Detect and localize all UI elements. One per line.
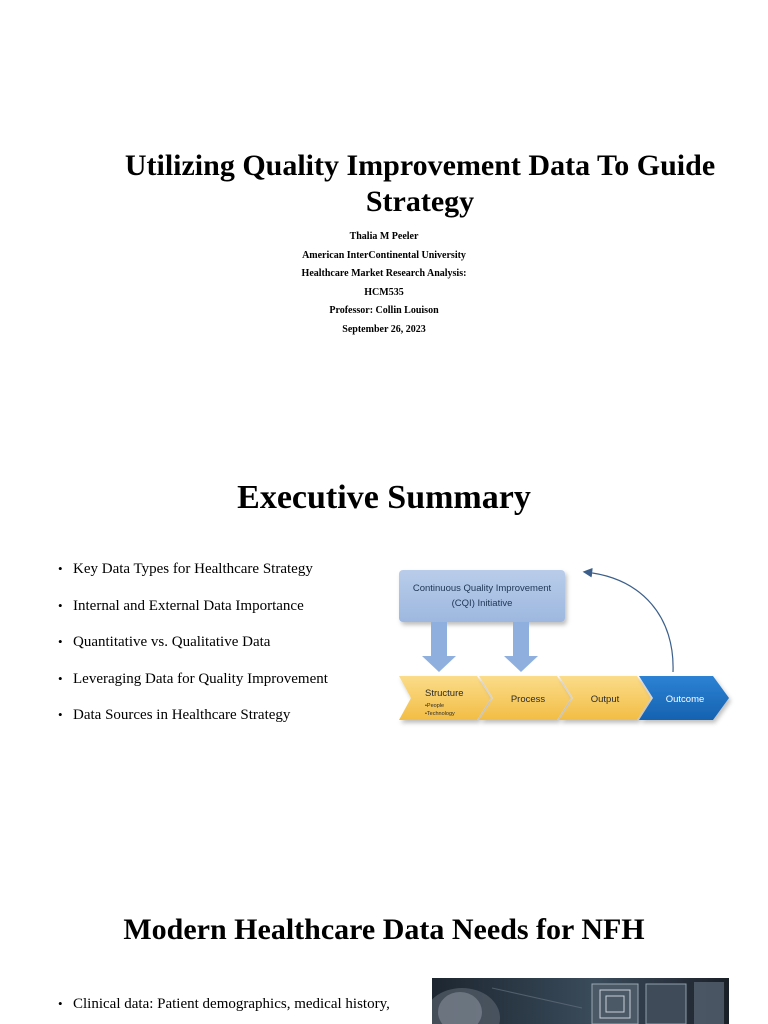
presentation-date: September 26, 2023	[342, 323, 426, 335]
outcome-label: Outcome	[665, 694, 705, 705]
slide-title: Modern Healthcare Data Needs for NFH	[123, 913, 645, 946]
presentation-title: Utilizing Quality Improvement Data To Guide Strategy	[124, 149, 716, 218]
cqi-label-line2: (CQI) Initiative	[451, 598, 513, 609]
healthcare-technology-photo	[432, 978, 729, 1024]
output-label: Output	[590, 694, 620, 705]
bullet-icon: •	[58, 707, 63, 722]
list-item: • Internal and External Data Importance	[58, 597, 304, 614]
university-name: American InterContinental University	[302, 249, 466, 261]
process-label: Process	[510, 694, 546, 705]
course-code: HCM535	[364, 286, 404, 298]
down-arrow-to-process-icon	[504, 622, 538, 672]
bullet-icon: •	[58, 597, 63, 613]
structure-sub-technology: •Technology	[425, 711, 455, 717]
slide-title: Executive Summary	[237, 479, 531, 516]
list-item: • Key Data Types for Healthcare Strategy	[58, 561, 313, 577]
executive-summary-slide	[0, 430, 768, 850]
list-item: • Data Sources in Healthcare Strategy	[58, 707, 291, 723]
bullet-icon: •	[58, 561, 63, 576]
bullet-icon: •	[58, 634, 63, 649]
course-title: Healthcare Market Research Analysis:	[301, 268, 467, 279]
cqi-diagram	[393, 558, 738, 743]
healthcare-data-needs-slide	[0, 850, 768, 1024]
down-arrow-to-structure-icon	[422, 622, 456, 672]
structure-sub-people: •People	[425, 703, 445, 709]
cqi-initiative-box	[399, 570, 565, 622]
summary-bullet-list	[58, 560, 328, 743]
title-meta	[284, 228, 484, 339]
photo-art	[432, 978, 729, 1024]
bullet-icon: •	[58, 670, 63, 686]
cqi-label-line1: Continuous Quality Improvement	[412, 583, 552, 594]
list-item: • Quantitative vs. Qualitative Data	[58, 634, 271, 650]
author-name: Thalia M Peeler	[349, 231, 419, 242]
title-slide	[0, 0, 768, 430]
list-item: • Leveraging Data for Quality Improvement	[58, 670, 328, 687]
professor-name: Professor: Collin Louison	[329, 305, 439, 316]
list-item: • Clinical data: Patient demographics, medical history,	[58, 996, 390, 1012]
bullet-icon: •	[58, 996, 63, 1011]
structure-label: Structure	[425, 688, 464, 699]
feedback-arrow-icon	[585, 572, 673, 672]
